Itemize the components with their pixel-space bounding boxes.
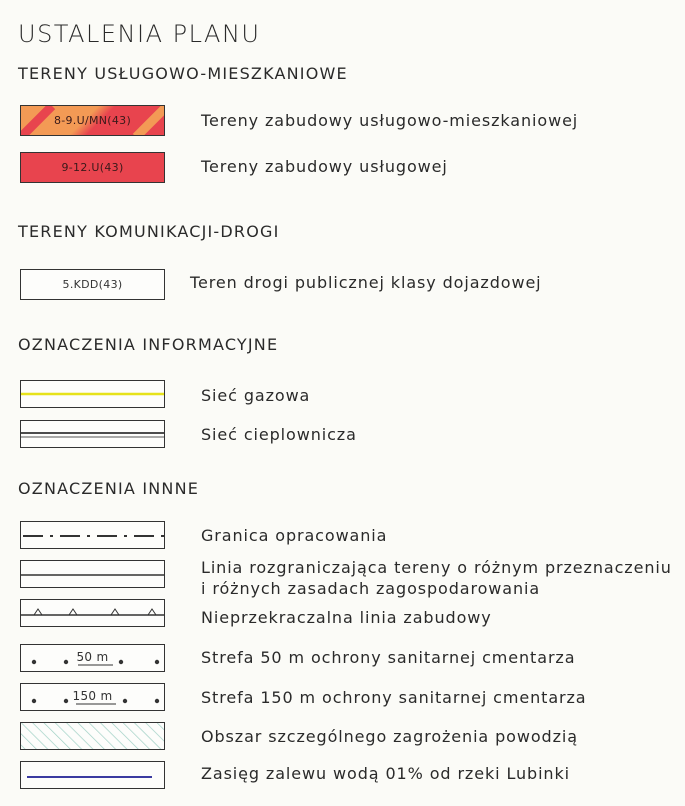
swatch-uslugowo-mieszkaniowe [20,105,165,136]
swatch-code-u: 9-12.U(43) [61,161,124,174]
building-line-symbol [21,600,165,627]
swatch-code-um: 8-9.U/MN(43) [53,114,132,127]
section-heading-uslugowo: TERENY USŁUGOWO-MIESZKANIOWE [18,64,348,83]
gas-line-symbol [21,381,165,408]
swatch-nieprzekraczalna [20,599,165,627]
label-nieprzekraczalna: Nieprzekraczalna linia zabudowy [201,608,492,627]
flood-hatch-symbol [21,723,165,750]
swatch-kdd [20,269,165,300]
swatch-strefa-150 [20,683,165,711]
swatch-strefa-50 [20,644,165,672]
swatch-code-kdd: 5.KDD(43) [62,278,123,291]
label-uslugowe: Tereny zabudowy usługowej [201,157,448,176]
swatch-granica [20,521,165,549]
swatch-siec-gazowa [20,380,165,408]
label-obszar-powodzi: Obszar szczególnego zagrożenia powodzią [201,727,578,746]
label-linia-rozgraniczajaca-1: Linia rozgraniczająca tereny o różnym przeznaczeniu [201,558,672,577]
label-strefa-150: Strefa 150 m ochrony sanitarnej cmentarza [201,688,587,707]
label-strefa-50: Strefa 50 m ochrony sanitarnej cmentarza [201,648,576,667]
flood-extent-line-symbol [21,762,165,789]
label-uslugowo-mieszkaniowe: Tereny zabudowy usługowo-mieszkaniowej [201,111,579,130]
zone-150-label: 150 m [72,689,113,703]
solid-line-symbol [21,561,165,588]
label-granica: Granica opracowania [201,526,388,545]
label-siec-gazowa: Sieć gazowa [201,386,311,405]
section-heading-inne: OZNACZENIA INNNE [18,479,200,498]
label-siec-cieplownicza: Sieć cieplownicza [201,425,357,444]
zone-50-label: 50 m [76,650,109,664]
swatch-linia-rozgraniczajaca [20,560,165,588]
swatch-obszar-powodzi [20,722,165,750]
swatch-zasieg-zalewu [20,761,165,789]
section-heading-informacyjne: OZNACZENIA INFORMACYJNE [18,335,279,354]
dash-line-symbol [21,522,165,549]
label-kdd: Teren drogi publicznej klasy dojazdowej [190,273,542,292]
heat-line-symbol [21,421,165,448]
legend-title: USTALENIA PLANU [18,20,261,48]
label-zasieg-zalewu: Zasięg zalewu wodą 01% od rzeki Lubinki [201,764,570,783]
section-heading-komunikacji: TERENY KOMUNIKACJI-DROGI [18,222,280,241]
label-linia-rozgraniczajaca-2: i różnych zasadach zagospodarowania [201,579,541,598]
swatch-siec-cieplownicza [20,420,165,448]
swatch-uslugowe [20,152,165,183]
